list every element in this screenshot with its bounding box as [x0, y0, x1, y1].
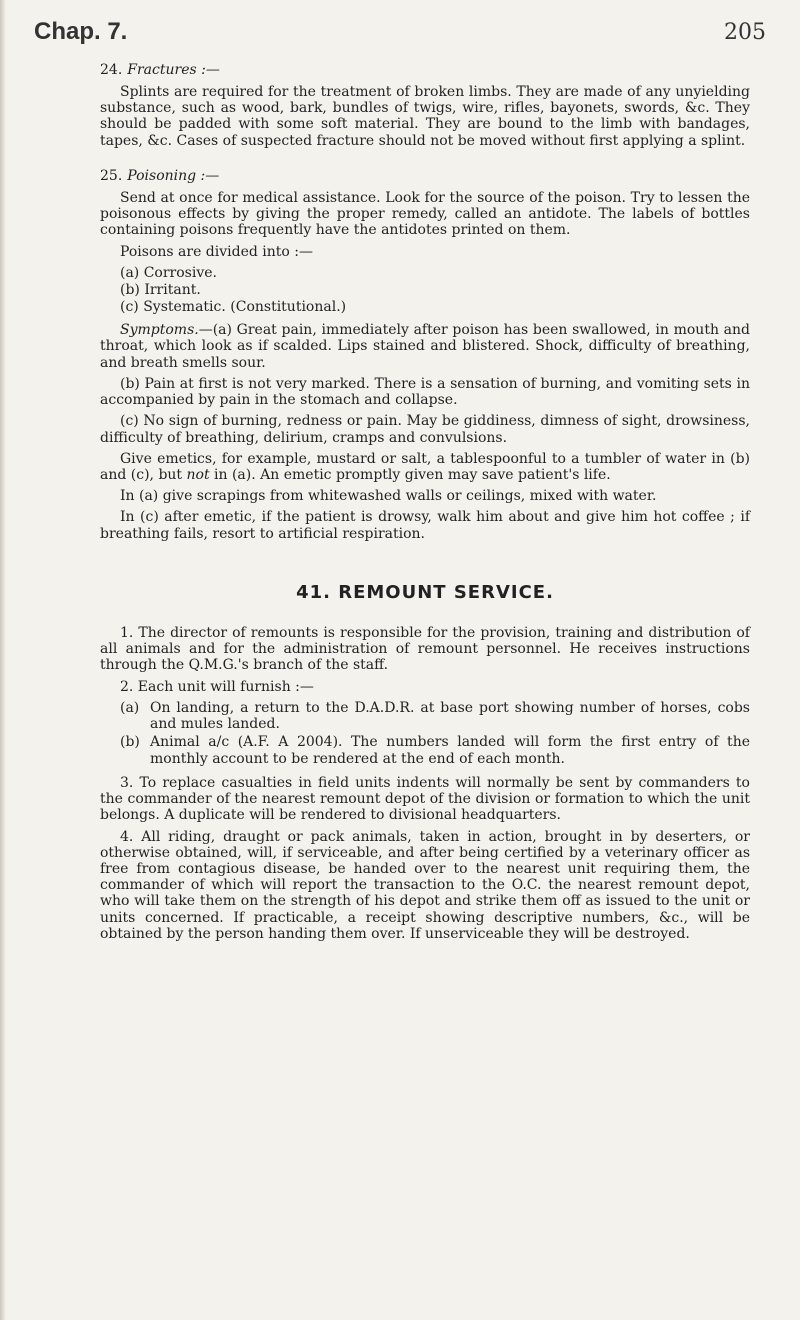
poison-class-item: (b) Irritant. [120, 281, 201, 298]
emetics-paragraph [100, 451, 750, 483]
emetics-text: Give emetics, for example, mustard or salt, a tablespoonful to a tumbler of water in (b) and (c), but [100, 450, 750, 483]
poisoning-title: Poisoning :— [127, 167, 220, 184]
fractures-body: Splints are required for the treatment of broken limbs. They are made of any unyielding substance, such as wood, bark, bundles of twigs, wire, rifles, bayonets, swords, &c. They should be padded with some soft material. They are bound to the limb with bandages, tapes, &c. Cases of suspected fracture should not be moved without first applying a splint. [100, 84, 750, 149]
remount-para-3: 3. To replace casualties in field units indents will normally be sent by commanders to the commander of the nearest remount depot of the division or formation to which the unit belongs. A duplicate will be rendered to divisional headquarters. [100, 774, 750, 824]
symptoms-c: (c) No sign of burning, redness or pain. May be giddiness, dimness of sight, drowsiness, difficulty of breathing, delirium, cramps and convulsions. [100, 413, 750, 446]
poisoning-intro: Send at once for medical assistance. Look for the source of the poison. Try to lessen the poisonous effects by giving the proper remedy, called an antidote. The labels of bottles containing poisons frequently have the antidotes printed on them. [100, 189, 750, 239]
section-heading-remount: 41. REMOUNT SERVICE. [296, 581, 554, 603]
list-item-text: Animal a/c (A.F. A 2004). The numbers landed will form the first entry of the monthly account to be rendered at the end of each month. [150, 734, 750, 767]
poison-class-item: (c) Systematic. (Constitutional.) [120, 299, 347, 316]
poison-class-item: (a) Corrosive. [120, 264, 217, 281]
emetics-text-end: in (a). An emetic promptly given may save patient's life. [209, 466, 611, 483]
poisons-divided: Poisons are divided into :— [120, 243, 313, 260]
treatment-a: In (a) give scrapings from whitewashed walls or ceilings, mixed with water. [120, 488, 657, 505]
running-head [34, 18, 766, 46]
remount-para-2-list [120, 700, 750, 767]
list-item-label: (b) [120, 734, 140, 751]
poisoning-number: 25. [100, 167, 123, 184]
treatment-c: In (c) after emetic, if the patient is drowsy, walk him about and give him hot coffee ; if breathing fails, resort to artificial respiration. [100, 509, 750, 542]
symptoms-label: Symptoms. [120, 322, 199, 339]
list-item-label: (a) [120, 699, 140, 716]
poison-classes [120, 265, 750, 316]
symptoms-a-text: —(a) Great pain, immediately after poison has been swallowed, in mouth and throat, which look as if scalded. Lips stained and blistered. Shock, difficulty of breathing, and breath smells sour. [100, 322, 750, 371]
remount-para-4: 4. All riding, draught or pack animals, taken in action, brought in by deserters, or otherwise obtained, will, if serviceable, and after being certified by a veterinary officer as free from contagious disease, be handed over to the nearest unit requiring them, the commander of which will report the transaction to the O.C. the nearest remount depot, who will take them on the strength of his depot and strike them off as issued to the unit or units concerned. If practicable, a receipt showing descriptive numbers, &c., will be obtained by the person handing them over. If unserviceable they will be destroyed. [100, 828, 750, 942]
emetics-emphasis: not [186, 466, 210, 483]
list-item [120, 734, 750, 766]
section-fractures [100, 62, 750, 942]
symptoms-a [100, 322, 750, 371]
poisoning-heading [100, 168, 750, 184]
page-number: 205 [724, 20, 766, 45]
symptoms-b: (b) Pain at first is not very marked. There is a sensation of burning, and vomiting sets in accompanied by pain in the stomach and collapse. [100, 375, 750, 409]
fractures-number: 24. [100, 62, 123, 78]
list-item-text: On landing, a return to the D.A.D.R. at base port showing number of horses, cobs and mules landed. [150, 699, 750, 733]
list-item [120, 700, 750, 732]
fractures-title: Fractures :— [127, 62, 220, 78]
remount-para-1: 1. The director of remounts is responsible for the provision, training and distribution of all animals and for the administration of remount personnel. He receives instructions through the Q.M.G.'s branch of the staff. [100, 624, 750, 674]
remount-para-2-intro: 2. Each unit will furnish :— [120, 678, 314, 695]
fractures-heading [100, 62, 750, 78]
chapter-label: Chap. 7. [34, 18, 128, 45]
